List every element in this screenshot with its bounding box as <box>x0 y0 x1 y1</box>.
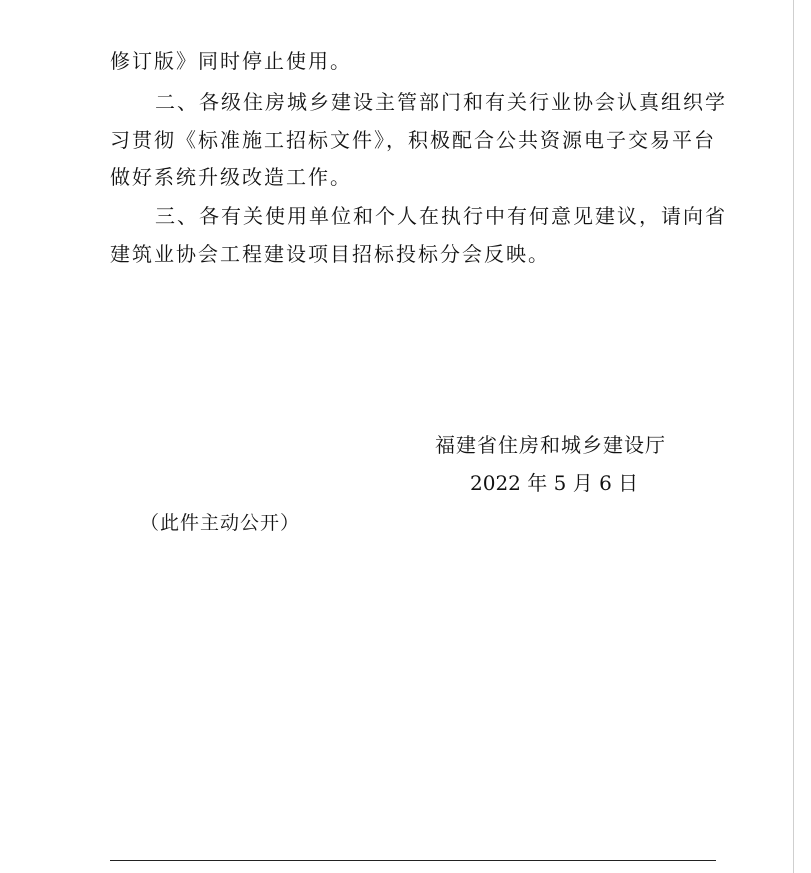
issuing-organization: 福建省住房和城乡建设厅 <box>435 433 666 457</box>
issue-date-year: 2022 <box>470 471 521 495</box>
body-line-4: 做好系统升级改造工作。 <box>110 165 352 189</box>
issue-date-day: 6 <box>599 471 612 495</box>
body-line-5-item-three-start: 三、各有关使用单位和个人在执行中有何意见建议，请向省 <box>155 204 727 228</box>
disclosure-note: （此件主动公开） <box>140 512 301 534</box>
issue-date-day-unit: 日 <box>618 471 639 495</box>
issue-date <box>470 470 638 496</box>
footer-divider <box>110 860 716 861</box>
issue-date-month: 5 <box>553 471 567 495</box>
body-line-6: 建筑业协会工程建设项目招标投标分会反映。 <box>110 242 550 266</box>
issue-date-month-unit: 月 <box>572 471 593 495</box>
body-line-1: 修订版》同时停止使用。 <box>110 49 352 73</box>
issue-date-year-unit: 年 <box>527 471 548 495</box>
body-line-2-item-two-start: 二、各级住房城乡建设主管部门和有关行业协会认真组织学 <box>155 90 727 114</box>
body-line-3: 习贯彻《标准施工招标文件》，积极配合公共资源电子交易平台 <box>110 128 716 152</box>
